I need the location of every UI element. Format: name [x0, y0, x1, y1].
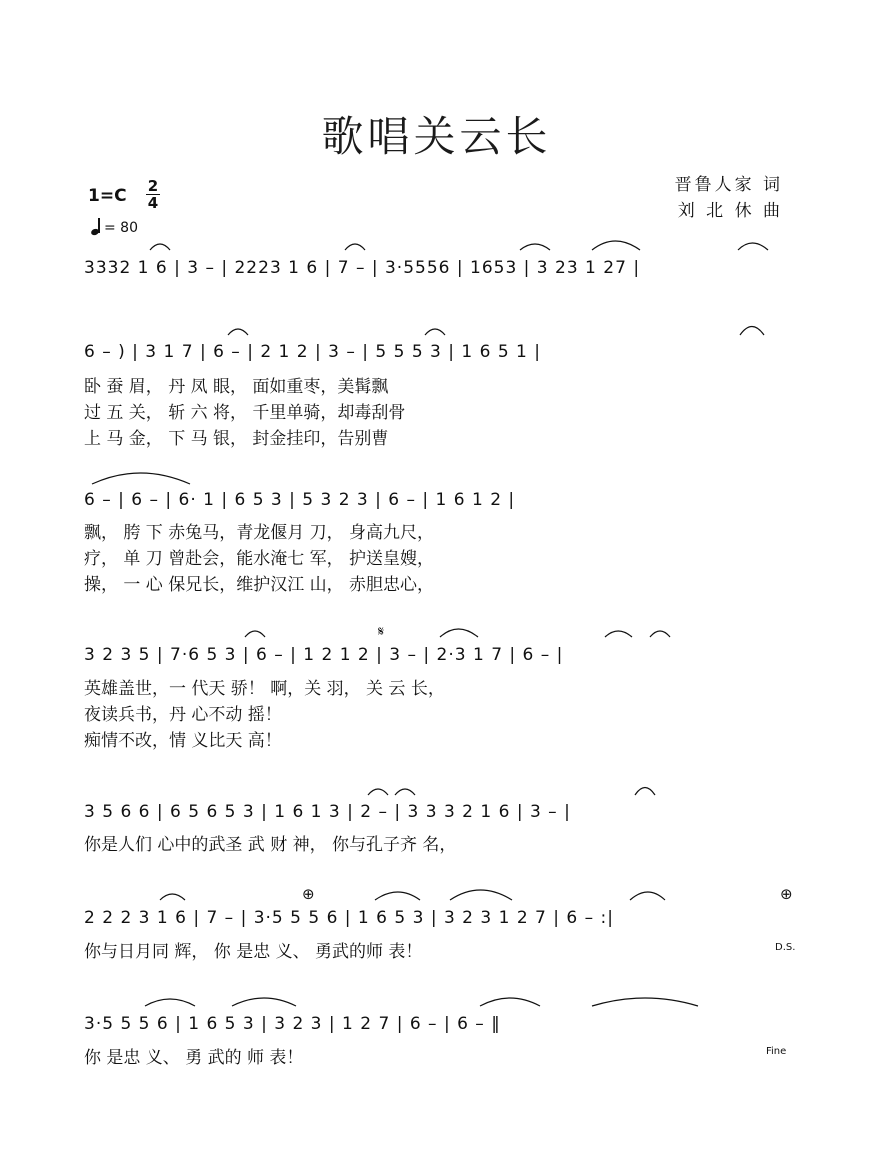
lyric-line: 上 马 金， 下 马 银， 封金挂印，告别曹 — [84, 429, 389, 449]
notation-line-5: 3 5 6 6 | 6 5 6 5 3 | 1 6 1 3 | 2 – | 3 3 3 2 1 6 | 3 – | — [84, 802, 571, 822]
lyricist-credit: 晋鲁人家 词 — [674, 175, 783, 195]
slur — [650, 631, 670, 637]
slur — [520, 244, 550, 250]
slur — [480, 998, 540, 1006]
slur — [738, 243, 768, 250]
slur — [592, 998, 698, 1006]
notation-line-1: 3332 1 6 | 3 – | 2223 1 6 | 7 – | 3·5556 | 1653 | 3 23 1 27 | — [84, 258, 641, 278]
lyric-line: 痴情不改，情 义比天 高！ — [84, 731, 282, 751]
time-signature-bottom: 4 — [147, 194, 159, 212]
slur — [145, 999, 195, 1006]
song-title: 歌唱关云长 — [321, 112, 552, 161]
fine-marker: Fine — [766, 1046, 787, 1057]
lyric-line: 飘， 胯 下 赤兔马，青龙偃月 刀， 身高九尺， — [84, 523, 435, 543]
notation-line-6: 2 2 2 3 1 6 | 7 – | 3·5 5 5 6 | 1 6 5 3 | 3 2 3 1 2 7 | 6 – :| — [84, 908, 614, 928]
lyric-line: 你是人们 心中的武圣 武 财 神， 你与孔子齐 名， — [84, 835, 457, 855]
lyric-line: 卧 蚕 眉， 丹 凤 眼， 面如重枣，美髯飘 — [84, 377, 389, 397]
lyric-line: 过 五 关， 斩 六 将， 千里单骑，却毒刮骨 — [84, 403, 406, 423]
slur — [160, 894, 185, 900]
slur — [92, 473, 190, 484]
lyric-line: 疗， 单 刀 曾赴会，能水淹七 军， 护送皇嫂， — [84, 549, 435, 569]
slur — [592, 241, 640, 250]
ds-marker: D.S. — [775, 942, 796, 953]
segno-icon: 𝄋 — [378, 624, 385, 640]
notation-line-4: 3 2 3 5 | 7·6 5 3 | 6 – | 1 2 1 2 | 3 – | 2·3 1 7 | 6 – | — [84, 645, 564, 665]
composer-credit: 刘 北 休 曲 — [677, 201, 783, 221]
slur — [395, 789, 415, 795]
slur — [635, 788, 655, 796]
notation-line-2: 6 – ) | 3 1 7 | 6 – | 2 1 2 | 3 – | 5 5 5 3 | 1 6 5 1 | — [84, 342, 541, 362]
slur — [630, 892, 665, 900]
slur — [440, 629, 478, 637]
lyric-line: 你 是忠 义、 勇 武的 师 表！ — [84, 1048, 304, 1068]
coda-icon: ⊕ — [302, 885, 315, 903]
tempo-value: = 80 — [104, 220, 138, 236]
slur — [232, 998, 296, 1006]
slur — [228, 329, 248, 335]
slur — [345, 244, 365, 250]
lyric-line: 你与日月同 辉， 你 是忠 义、 勇武的师 表！ — [84, 942, 423, 962]
slur — [368, 789, 388, 795]
lyric-line: 夜读兵书，丹 心不动 摇！ — [84, 705, 282, 725]
time-signature-top: 2 — [147, 177, 159, 195]
notation-line-3: 6 – | 6 – | 6· 1 | 6 5 3 | 5 3 2 3 | 6 – | 1 6 1 2 | — [84, 490, 516, 510]
slur — [245, 631, 265, 637]
notation-line-7: 3·5 5 5 6 | 1 6 5 3 | 3 2 3 | 1 2 7 | 6 – | 6 – ‖ — [84, 1014, 501, 1034]
slur — [425, 329, 445, 335]
slur — [150, 244, 170, 250]
slur — [450, 890, 512, 900]
slur — [605, 631, 632, 637]
key-signature: 1=C — [88, 186, 127, 206]
coda-icon: ⊕ — [780, 885, 793, 903]
lyric-line: 操， 一 心 保兄长，维护汉江 山， 赤胆忠心， — [84, 575, 435, 595]
lyric-line: 英雄盖世，一 代天 骄！ 啊，关 羽， 关 云 长， — [84, 679, 445, 699]
slur — [740, 327, 764, 336]
slur — [375, 892, 420, 900]
